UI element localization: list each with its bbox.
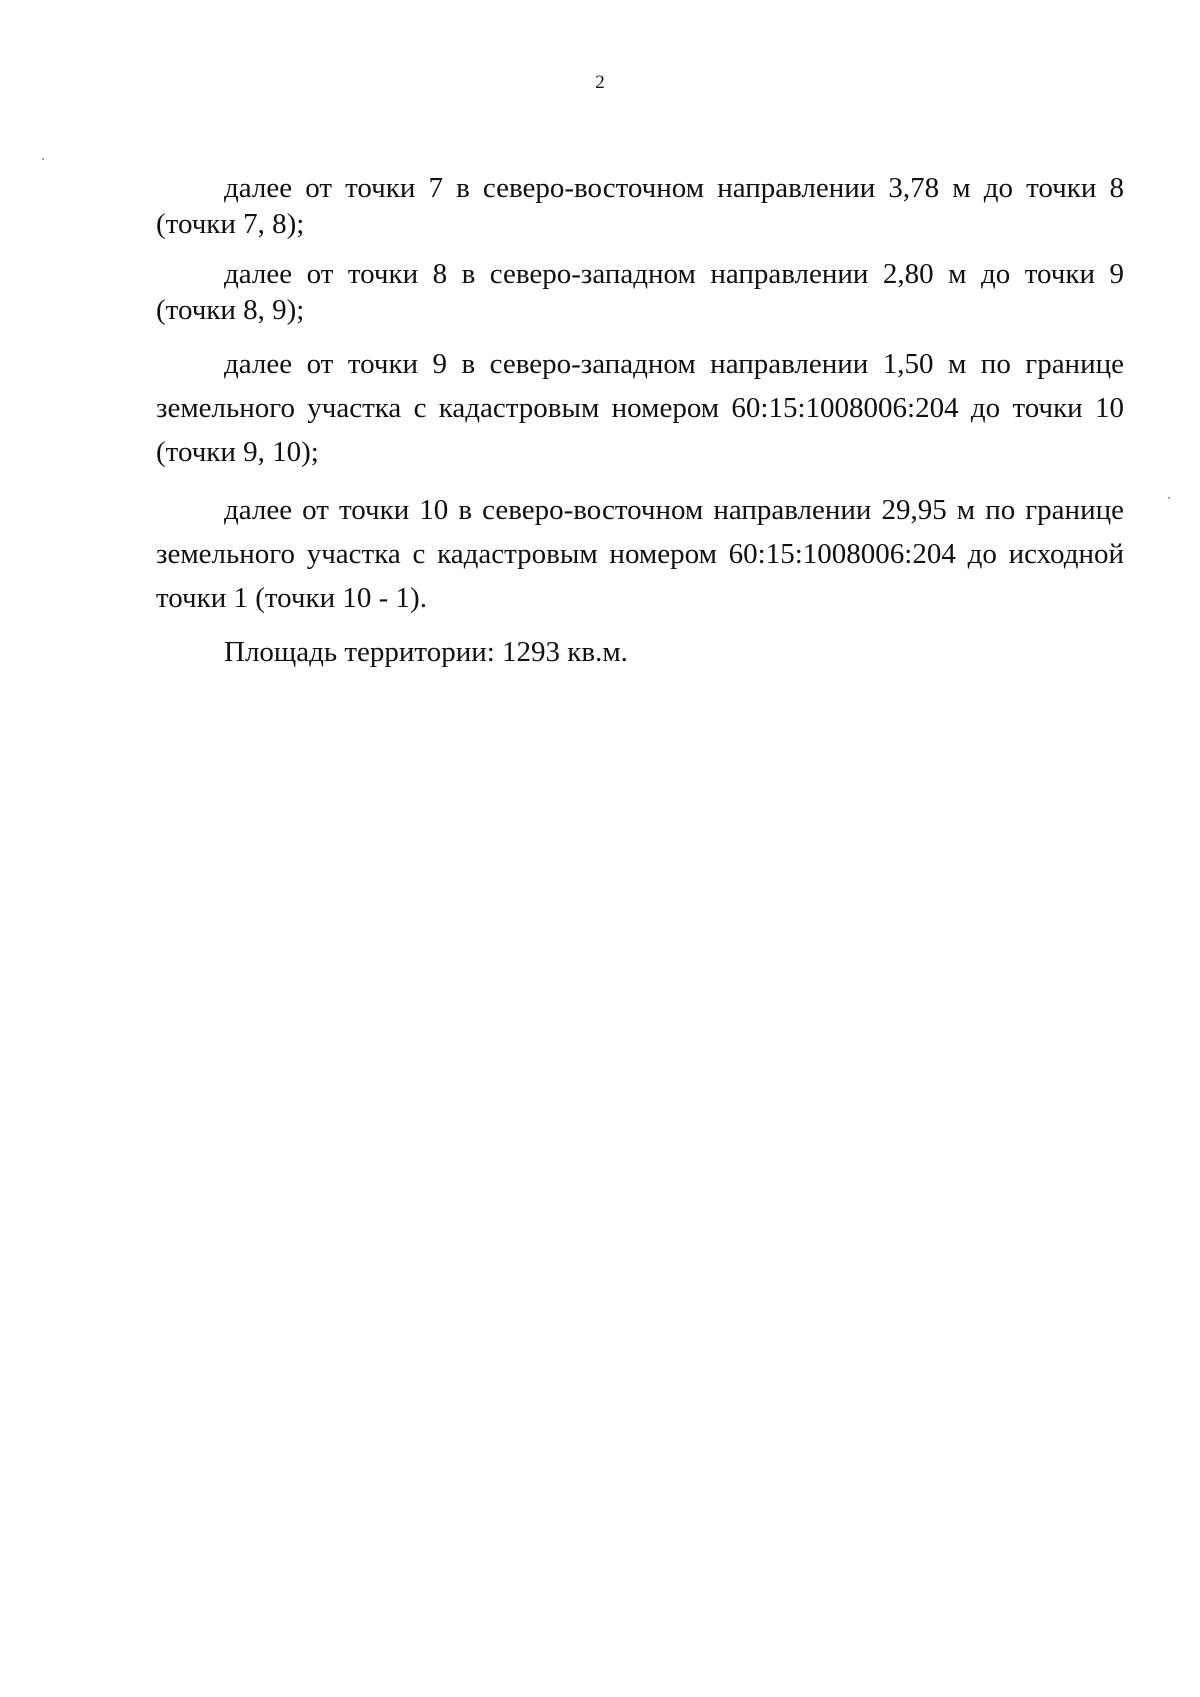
scan-speck	[42, 158, 44, 160]
scan-speck	[1168, 497, 1170, 499]
page-number: 2	[595, 72, 605, 93]
document-body	[156, 170, 1124, 670]
paragraph-point-8: далее от точки 8 в северо-западном направлении 2,80 м до точки 9 (точки 8, 9);	[156, 258, 1124, 326]
paragraph-point-10: далее от точки 10 в северо-восточном направлении 29,95 м по границе земельного участка с кадастровым номером 60:15:1008006:204 до исходной точки 1 (точки 10 - 1).	[156, 494, 1124, 614]
paragraph-point-9: далее от точки 9 в северо-западном направлении 1,50 м по границе земельного участка с кадастровым номером 60:15:1008006:204 до точки 10 (точки 9, 10);	[156, 348, 1124, 468]
paragraph-point-7: далее от точки 7 в северо-восточном направлении 3,78 м до точки 8 (точки 7, 8);	[156, 172, 1124, 240]
territory-area: Площадь территории: 1293 кв.м.	[224, 636, 628, 668]
